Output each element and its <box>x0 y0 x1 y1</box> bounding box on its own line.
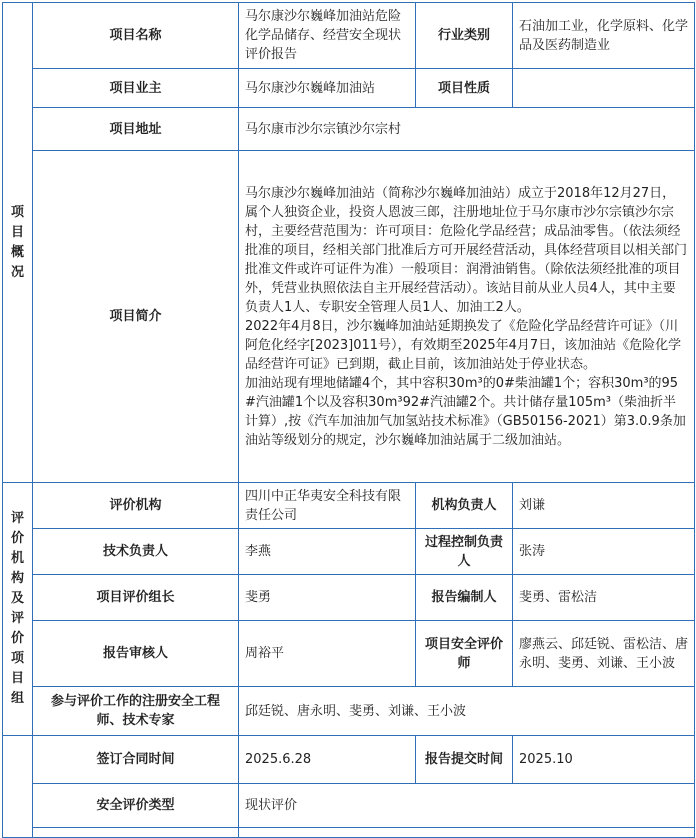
agency-label: 评价机构 <box>33 483 239 529</box>
address-value: 马尔康市沙尔宗镇沙尔宗村 <box>239 108 695 151</box>
reviewer-label: 报告审核人 <box>33 621 239 687</box>
tech-value: 李燕 <box>239 529 416 575</box>
writer-label: 报告编制人 <box>416 575 513 621</box>
eval-type-value: 现状评价 <box>239 784 695 828</box>
intro-paragraph: 加油站现有埋地储罐4个，其中容积30m³的0#柴油罐1个；容积30m³的95#汽油罐1个以及容积30m³92#汽油罐2个。共计储存量105m³（柴油折半计算）,按《汽车加油加气加氢站技术标准》（GB50156-2021）第3.0.9条加油站等级划分的规定，沙尔巍峰加油站属于二级加油站。 <box>245 375 686 448</box>
leader-label: 项目评价组长 <box>33 575 239 621</box>
agency-value: 四川中正华夷安全科技有限责任公司 <box>239 483 416 529</box>
row-project-name <box>3 3 695 69</box>
row-contract <box>3 736 695 784</box>
section-contract-label <box>3 736 33 838</box>
owner-value: 马尔康沙尔巍峰加油站 <box>239 69 416 108</box>
submit-date-label: 报告提交时间 <box>416 736 513 784</box>
industry-label: 行业类别 <box>416 3 513 69</box>
intro-paragraph: 2022年4月8日，沙尔巍峰加油站延期换发了《危险化学品经营许可证》（川阿危化经字[2023]011号），有效期至2025年4月7日，该加油站《危险化学品经营许可证》已到期，截止目前，该加油站处于停业状态。 <box>245 318 682 372</box>
section-org-label: 评价机构及评价项目组 <box>3 483 33 736</box>
sign-date-value: 2025.6.28 <box>239 736 416 784</box>
row-tech <box>3 529 695 575</box>
safety-label: 项目安全评价师 <box>416 621 513 687</box>
sign-date-label: 签订合同时间 <box>33 736 239 784</box>
process-value: 张涛 <box>513 529 695 575</box>
nature-label: 项目性质 <box>416 69 513 108</box>
agency-head-value: 刘谦 <box>513 483 695 529</box>
intro-value <box>239 151 695 483</box>
row-owner <box>3 69 695 108</box>
row-participants <box>3 687 695 736</box>
process-label: 过程控制负责人 <box>416 529 513 575</box>
owner-label: 项目业主 <box>33 69 239 108</box>
row-partial <box>3 828 695 838</box>
reviewer-value: 周裕平 <box>239 621 416 687</box>
row-agency <box>3 483 695 529</box>
row-intro <box>3 151 695 483</box>
intro-paragraph: 马尔康沙尔巍峰加油站（简称沙尔巍峰加油站）成立于2018年12月27日，属个人独资企业，投资人恩波三郎，注册地址位于马尔康市沙尔宗镇沙尔宗村，主要经营范围为：许可项目：危险化学品经营；成品油零售。（依法须经批准的项目，经相关部门批准后方可开展经营活动，具体经营项目以相关部门批准文件或许可证件为准）一般项目：润滑油销售。（除依法须经批准的项目外，凭营业执照依法自主开展经营活动）。该站目前从业人员4人，其中主要负责人1人、专职安全管理人员1人、加油工2人。 <box>245 185 688 315</box>
project-name-label: 项目名称 <box>33 3 239 69</box>
row-address <box>3 108 695 151</box>
section-overview-label: 项目概况 <box>3 3 33 483</box>
row-eval-type <box>3 784 695 828</box>
writer-value: 斐勇、雷松洁 <box>513 575 695 621</box>
eval-type-label: 安全评价类型 <box>33 784 239 828</box>
participants-label: 参与评价工作的注册安全工程师、技术专家 <box>33 687 239 736</box>
safety-value: 廖燕云、邱廷锐、雷松洁、唐永明、斐勇、刘谦、王小波 <box>513 621 695 687</box>
agency-head-label: 机构负责人 <box>416 483 513 529</box>
project-name-value: 马尔康沙尔巍峰加油站危险化学品储存、经营安全现状评价报告 <box>239 3 416 69</box>
submit-date-value: 2025.10 <box>513 736 695 784</box>
tech-label: 技术负责人 <box>33 529 239 575</box>
industry-value: 石油加工业，化学原料、化学品及医药制造业 <box>513 3 695 69</box>
intro-label: 项目简介 <box>33 151 239 483</box>
project-info-table <box>2 2 695 838</box>
nature-value <box>513 69 695 108</box>
participants-value: 邱廷锐、唐永明、斐勇、刘谦、王小波 <box>239 687 695 736</box>
row-reviewer <box>3 621 695 687</box>
address-label: 项目地址 <box>33 108 239 151</box>
row-leader <box>3 575 695 621</box>
leader-value: 斐勇 <box>239 575 416 621</box>
